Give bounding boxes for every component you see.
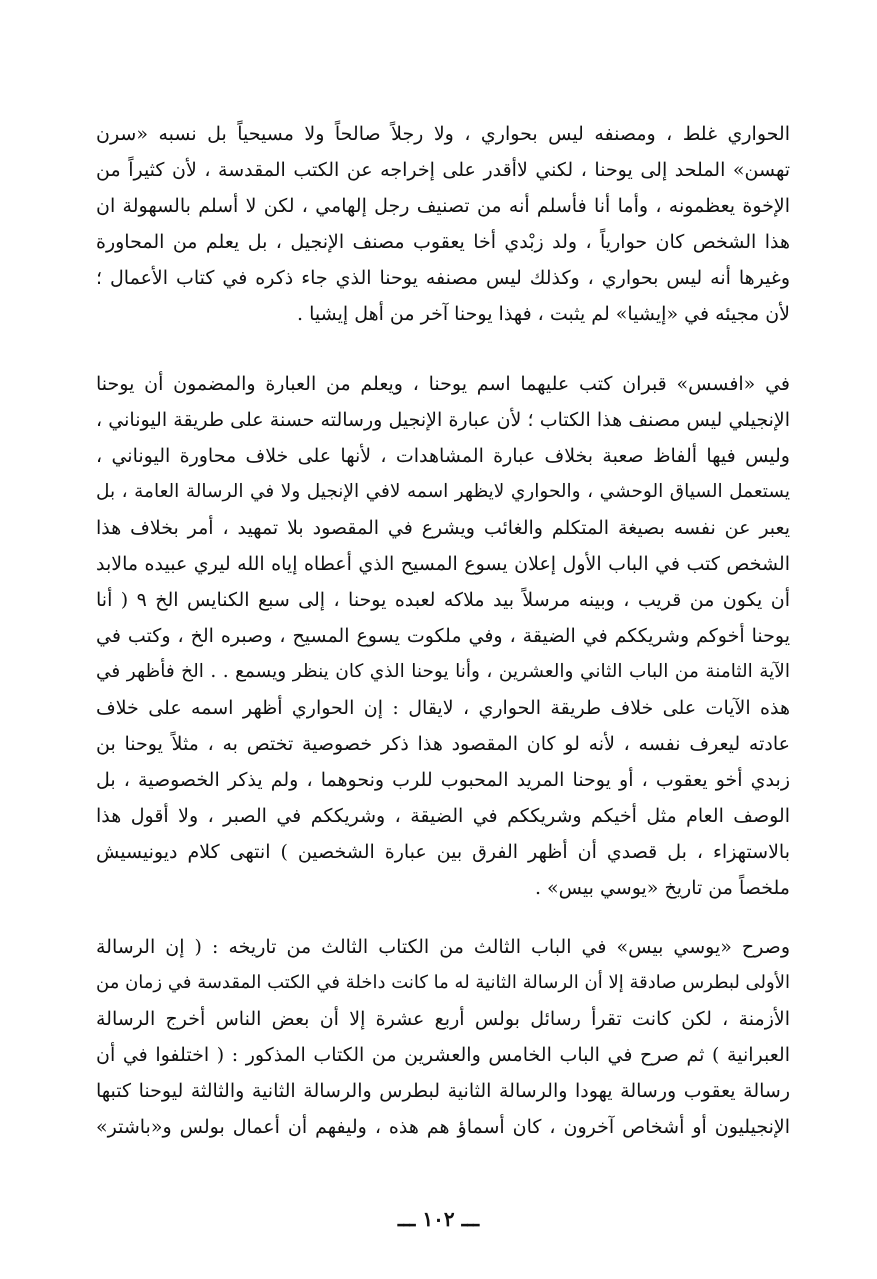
text-line: الإنجيليون أو أشخاص آخرون ، كان أسماؤ هم هذه ، وليفهم أن أعمال بولس و«باشتر» — [96, 1116, 790, 1138]
text-line: العبرانية ) ثم صرح في الباب الخامس والعشرين من الكتاب المذكور : ( اختلفوا في أن — [96, 1044, 790, 1066]
text-line: تهسن» الملحد إلى يوحنا ، لكني لاأقدر على إخراجه عن الكتب المقدسة ، لأن كثيراً من — [96, 159, 790, 181]
page-number: ـــ ١٠٢ ـــ — [397, 1207, 480, 1231]
text-line: يستعمل السياق الوحشي ، والحواري لايظهر اسمه لافي الإنجيل ولا في الرسالة العامة ، بل — [96, 481, 790, 502]
text-line: وصرح «يوسي بيس» في الباب الثالث من الكتاب الثالث من تاريخه : ( إن الرسالة — [96, 936, 790, 958]
text-line: لأن مجيئه في «إيشيا» لم يثبت ، فهذا يوحنا آخر من أهل إيشيا . — [297, 303, 790, 325]
text-line: الأولى لبطرس صادقة إلا أن الرسالة الثانية له ما كانت داخلة في الكتب المقدسة في زمان من — [96, 972, 790, 993]
text-line: وليس فيها ألفاظ صعبة بخلاف عبارة المشاهدات ، لأنها على خلاف محاورة اليوناني ، — [96, 445, 790, 467]
text-line: رسالة يعقوب ورسالة يهودا والرسالة الثانية لبطرس والرسالة الثانية والثالثة ليوحنا كتبها — [96, 1080, 790, 1102]
text-line: الشخص كتب في الباب الأول إعلان يسوع المسيح الذي أعطاه إياه الله ليري عبيده مالابد — [96, 553, 790, 575]
text-line: زبدي أخو يعقوب ، أو يوحنا المريد المحبوب للرب ونحوهما ، ولم يذكر الخصوصية ، بل — [96, 769, 790, 791]
text-line: يعبر عن نفسه بصيغة المتكلم والغائب ويشرع في المقصود بلا تمهيد ، أمر بخلاف هذا — [96, 517, 790, 539]
paragraph-1 — [96, 116, 790, 332]
text-line: ملخصاً من تاريخ «يوسي بيس» . — [534, 877, 790, 899]
text-line: هذه الآيات على خلاف طريقة الحواري ، لايقال : إن الحواري أظهر اسمه على خلاف — [96, 697, 790, 719]
paragraph-3 — [96, 929, 790, 1145]
text-line: الآية الثامنة من الباب الثاني والعشرين ، وأنا يوحنا الذي كان ينظر ويسمع . . الخ فأظهر في — [96, 661, 790, 682]
text-line: الإخوة يعظمونه ، وأما أنا فأسلم أنه من تصنيف رجل إلهامي ، لكن لا أسلم بالسهولة ان — [96, 195, 790, 217]
paragraph-2 — [96, 366, 790, 906]
text-line: عادته ليعرف نفسه ، لأنه لو كان المقصود هذا ذكر خصوصية تختص به ، مثلاً يوحنا بن — [96, 733, 790, 755]
text-line: وغيرها أنه ليس بحواري ، وكذلك ليس مصنفه يوحنا الذي جاء ذكره في كتاب الأعمال ؛ — [96, 267, 790, 289]
text-line: الإنجيلي ليس مصنف هذا الكتاب ؛ لأن عبارة الإنجيل ورسالته حسنة على طريقة اليوناني ، — [96, 409, 790, 431]
text-line: الوصف العام مثل أخيكم وشريككم في الضيقة ، وشريككم في الصبر ، ولا أقول هذا — [96, 805, 790, 827]
text-line: الحواري غلط ، ومصنفه ليس بحواري ، ولا رجلاً صالحاً ولا مسيحياً بل نسبه «سرن — [96, 123, 790, 145]
text-line: في «افسس» قبران كتب عليهما اسم يوحنا ، ويعلم من العبارة والمضمون أن يوحنا — [96, 373, 790, 395]
text-line: أن يكون من قريب ، وبينه مرسلاً بيد ملاكه لعبده يوحنا ، إلى سبع الكنايس الخ ٩ ( أنا — [96, 589, 790, 611]
text-line: الأزمنة ، لكن كانت تقرأ رسائل بولس أربع عشرة إلا أن بعض الناس أخرج الرسالة — [96, 1008, 790, 1030]
text-line: بالاستهزاء ، بل قصدي أن أظهر الفرق بين عبارة الشخصين ) انتهى كلام ديونيسيش — [96, 841, 790, 863]
text-line: يوحنا أخوكم وشريككم في الضيقة ، وفي ملكوت يسوع المسيح ، وصبره الخ ، وكتب في — [96, 625, 790, 647]
text-line: هذا الشخص كان حوارياً ، ولد زبْدي أخا يعقوب مصنف الإنجيل ، بل يعلم من المحاورة — [96, 231, 790, 253]
